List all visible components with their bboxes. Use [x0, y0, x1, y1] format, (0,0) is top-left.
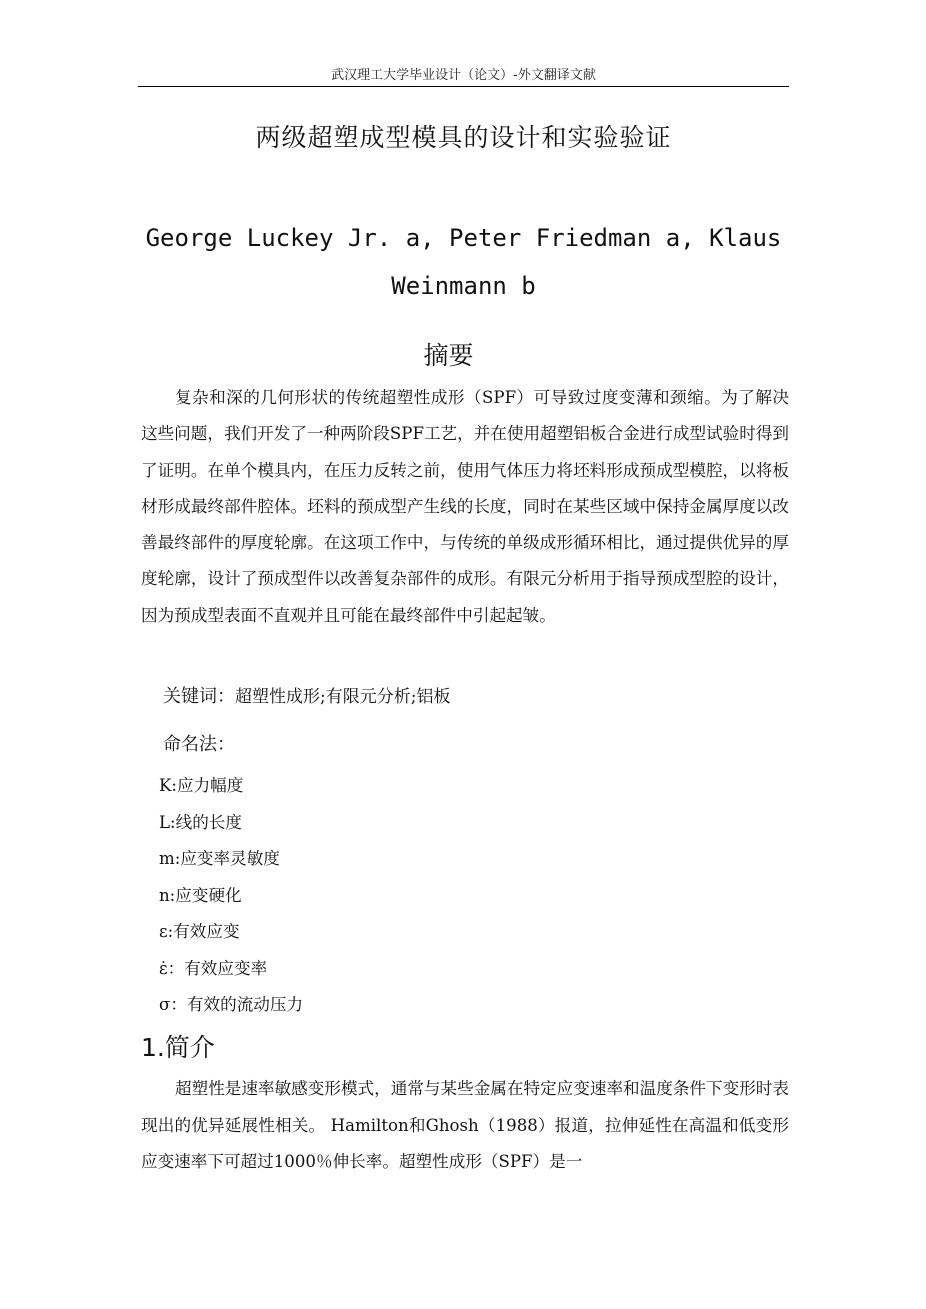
nomenclature-item: n:应变硬化 — [159, 885, 242, 905]
abstract-heading: 摘要 — [423, 341, 474, 370]
nomenclature-item: σ：有效的流动压力 — [159, 995, 304, 1014]
keywords-value: 超塑性成形;有限元分析;铝板 — [235, 687, 451, 707]
nomenclature-item: ε̇：有效应变率 — [159, 958, 268, 978]
keywords — [163, 682, 783, 708]
abstract-body: 复杂和深的几何形状的传统超塑性成形（SPF）可导致过度变薄和颈缩。为了解决这些问题，我们开发了一种两阶段SPF工艺，并在使用超塑铝板合金进行成型试验时得到了证明。在单个模具内，在压力反转之前，使用气体压力将坯料形成预成型模腔，以将板材形成最终部件腔体。坯料的预成型产生线的长度，同时在某些区域中保持金属厚度以改善最终部件的厚度轮廓。在这项工作中，与传统的单级成形循环相比，通过提供优异的厚度轮廓，设计了预成型件以改善复杂部件的成形。有限元分析用于指导预成型腔的设计，因为预成型表面不直观并且可能在最终部件中引起起皱。 — [141, 388, 790, 625]
nomenclature-item: L:线的长度 — [159, 812, 242, 832]
nomenclature-item: ε:有效应变 — [159, 922, 240, 941]
header-divider — [138, 86, 789, 87]
nomenclature-item: K:应力幅度 — [159, 776, 244, 795]
authors — [138, 214, 789, 310]
nomenclature-list — [159, 772, 303, 1028]
introduction-body: 超塑性是速率敏感变形模式，通常与某些金属在特定应变速率和温度条件下变形时表现出的优异延展性相关。 Hamilton和Ghosh（1988）报道，拉伸延性在高温和低变形应变速率下可超过1000％伸长率。超塑性成形（SPF）是一 — [141, 1079, 789, 1171]
nomenclature-item: m:应变率灵敏度 — [159, 849, 280, 868]
keywords-label: 关键词： — [163, 686, 235, 707]
authors-line-2: Weinmann b — [391, 272, 536, 300]
section-heading-introduction: 1.简介 — [141, 1033, 215, 1062]
page-header: 武汉理工大学毕业设计（论文）-外文翻译文献 — [331, 68, 596, 83]
authors-line-1: George Luckey Jr. a, Peter Friedman a, Klaus — [145, 224, 782, 252]
document-title: 两级超塑成型模具的设计和实验验证 — [255, 123, 672, 152]
nomenclature-heading: 命名法： — [163, 734, 235, 755]
